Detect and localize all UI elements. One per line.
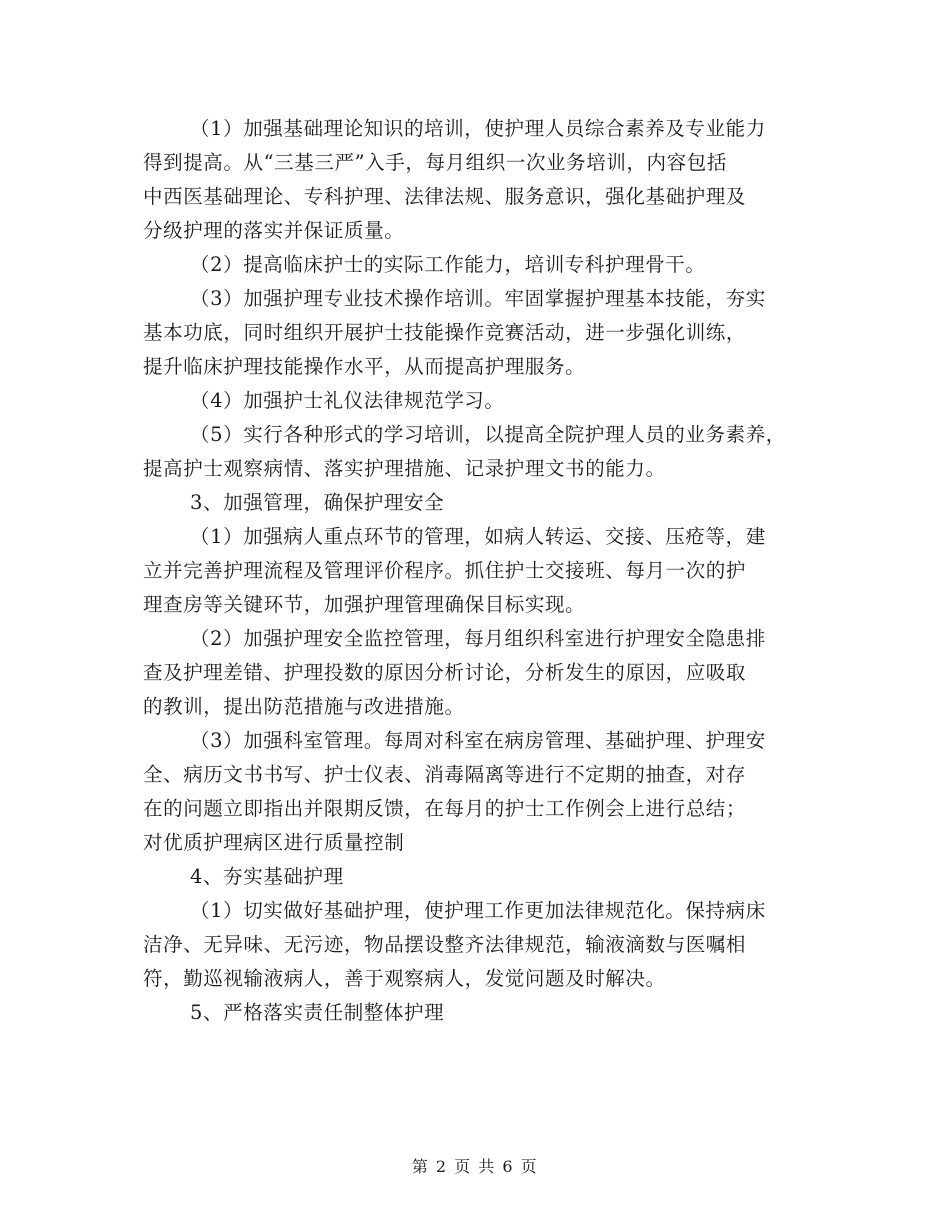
- paragraph-line: 得到提高。从“三基三严”入手，每月组织一次业务培训，内容包括: [143, 151, 727, 174]
- paragraph-line: 提升临床护理技能操作水平，从而提高护理服务。: [143, 355, 586, 378]
- paragraph-line: （1）加强病人重点环节的管理，如病人转运、交接、压疮等，建: [190, 525, 766, 548]
- paragraph-line: 全、病历文书书写、护士仪表、消毒隔离等进行不定期的抽查，对存: [143, 763, 747, 786]
- paragraph-line: 对优质护理病区进行质量控制: [143, 831, 405, 854]
- paragraph-line: 符，勤巡视输液病人，善于观察病人，发觉问题及时解决。: [143, 967, 666, 990]
- paragraph-line: （3）加强护理专业技术操作培训。牢固掌握护理基本技能，夯实: [190, 287, 766, 310]
- document-body: [143, 112, 833, 1030]
- paragraph-line: （4）加强护士礼仪法律规范学习。: [190, 389, 505, 412]
- paragraph-line: 提高护士观察病情、落实护理措施、记录护理文书的能力。: [143, 457, 666, 480]
- paragraph-line: 洁净、无异味、无污迹，物品摆设整齐法律规范，输液滴数与医嘱相: [143, 933, 747, 956]
- paragraph-line: （1）加强基础理论知识的培训，使护理人员综合素养及专业能力: [190, 117, 766, 140]
- paragraph-line: 立并完善护理流程及管理评价程序。抓住护士交接班、每月一次的护: [143, 559, 747, 582]
- section-heading: 5、严格落实责任制整体护理: [190, 1001, 445, 1024]
- section-heading: 3、加强管理，确保护理安全: [190, 491, 445, 514]
- paragraph-line: 基本功底，同时组织开展护士技能操作竞赛活动，进一步强化训练，: [143, 321, 747, 344]
- paragraph-line: 查及护理差错、护理投数的原因分析讨论，分析发生的原因，应吸取: [143, 661, 747, 684]
- section-heading: 4、夯实基础护理: [190, 865, 344, 888]
- paragraph-line: 分级护理的落实并保证质量。: [143, 219, 405, 242]
- paragraph-line: （5）实行各种形式的学习培训，以提高全院护理人员的业务素养，: [190, 423, 786, 446]
- paragraph-line: 在的问题立即指出并限期反馈，在每月的护士工作例会上进行总结；: [143, 797, 747, 820]
- paragraph-line: （1）切实做好基础护理，使护理工作更加法律规范化。保持病床: [190, 899, 766, 922]
- paragraph-line: （2）加强护理安全监控管理，每月组织科室进行护理安全隐患排: [190, 627, 766, 650]
- page-number: 第 2 页 共 6 页: [411, 1157, 539, 1176]
- paragraph-line: 理查房等关键环节，加强护理管理确保目标实现。: [143, 593, 586, 616]
- paragraph-line: 中西医基础理论、专科护理、法律法规、服务意识，强化基础护理及: [143, 185, 747, 208]
- paragraph-line: 的教训，提出防范措施与改进措施。: [143, 695, 465, 718]
- paragraph-line: （3）加强科室管理。每周对科室在病房管理、基础护理、护理安: [190, 729, 766, 752]
- paragraph-line: （2）提高临床护士的实际工作能力，培训专科护理骨干。: [190, 253, 706, 276]
